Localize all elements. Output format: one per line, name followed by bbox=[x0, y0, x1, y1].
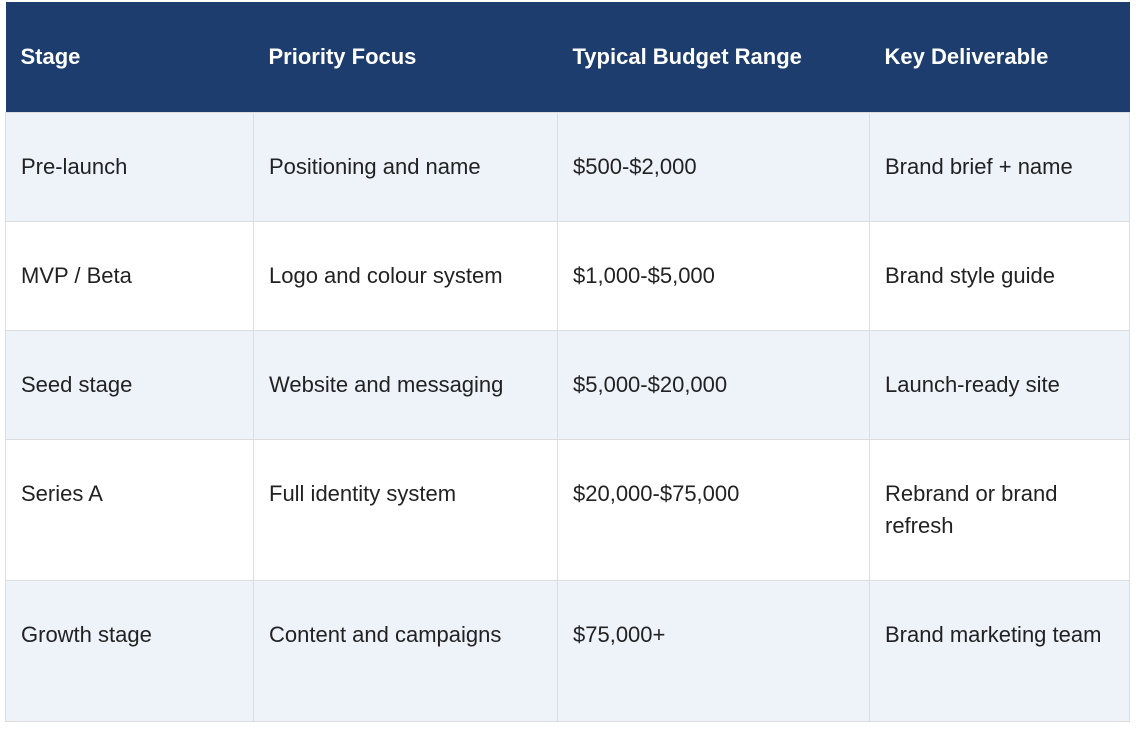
table-container bbox=[5, 2, 1129, 722]
cell-priority-focus: Content and campaigns bbox=[254, 580, 558, 721]
cell-budget-range: $500-$2,000 bbox=[558, 112, 870, 221]
cell-priority-focus: Website and messaging bbox=[254, 330, 558, 439]
header-stage: Stage bbox=[20, 43, 81, 69]
cell-priority-focus: Full identity system bbox=[254, 439, 558, 580]
cell-budget-range: $1,000-$5,000 bbox=[558, 221, 870, 330]
table-row bbox=[6, 112, 1130, 221]
cell-stage: Seed stage bbox=[6, 330, 254, 439]
cell-priority-focus: Positioning and name bbox=[254, 112, 558, 221]
header-budget-range: Typical Budget Range bbox=[572, 43, 802, 69]
budget-table bbox=[5, 2, 1130, 722]
cell-key-deliverable: Launch-ready site bbox=[870, 330, 1130, 439]
cell-budget-range: $75,000+ bbox=[558, 580, 870, 721]
table-row bbox=[6, 439, 1130, 580]
cell-stage: Series A bbox=[6, 439, 254, 580]
cell-key-deliverable: Brand marketing team bbox=[870, 580, 1130, 721]
cell-key-deliverable: Brand brief + name bbox=[870, 112, 1130, 221]
cell-stage: Pre-launch bbox=[6, 112, 254, 221]
cell-budget-range: $5,000-$20,000 bbox=[558, 330, 870, 439]
cell-stage: Growth stage bbox=[6, 580, 254, 721]
cell-priority-focus: Logo and colour system bbox=[254, 221, 558, 330]
cell-key-deliverable: Rebrand or brand refresh bbox=[870, 439, 1130, 580]
header-priority-focus: Priority Focus bbox=[268, 43, 417, 69]
table-row bbox=[6, 580, 1130, 721]
table-header-row bbox=[6, 2, 1130, 112]
table-row bbox=[6, 330, 1130, 439]
cell-budget-range: $20,000-$75,000 bbox=[558, 439, 870, 580]
cell-key-deliverable: Brand style guide bbox=[870, 221, 1130, 330]
cell-stage: MVP / Beta bbox=[6, 221, 254, 330]
table-row bbox=[6, 221, 1130, 330]
header-key-deliverable: Key Deliverable bbox=[884, 43, 1049, 69]
